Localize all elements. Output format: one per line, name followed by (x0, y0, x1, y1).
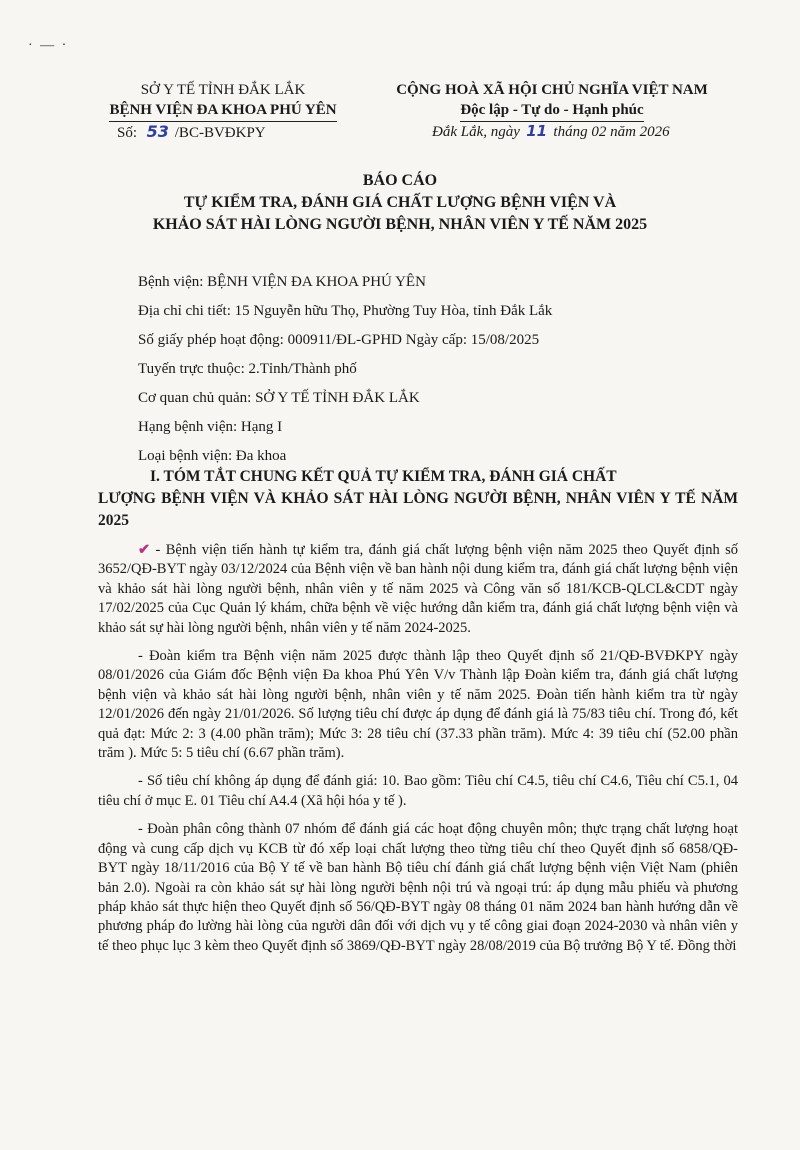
info-address: Địa chỉ chi tiết: 15 Nguyễn hữu Thọ, Phường Tuy Hòa, tỉnh Đắk Lắk (138, 303, 553, 319)
scan-mark: · — · (28, 38, 69, 53)
document-number: Số: 53 /BC-BVĐKPY (117, 122, 266, 141)
title-type: BÁO CÁO (362, 172, 438, 189)
document-title (0, 170, 800, 236)
section-1-heading: I. TÓM TẮT CHUNG KẾT QUẢ TỰ KIỂM TRA, ĐÁNH GIÁ CHẤT LƯỢNG BỆNH VIỆN VÀ KHẢO SÁT HÀI LÒNG NGƯỜI BỆNH, NHÂN VIÊN Y TẾ NĂM 2025 (98, 468, 738, 529)
title-line-2: TỰ KIỂM TRA, ĐÁNH GIÁ CHẤT LƯỢNG BỆNH VIỆN VÀ (183, 194, 617, 211)
info-type: Loại bệnh viện: Đa khoa (138, 448, 287, 464)
paragraph: - Đoàn phân công thành 07 nhóm để đánh giá các hoạt động chuyên môn; thực trạng chất lượng hoạt động và cung cấp dịch vụ KCB từ đó xếp loại chất lượng theo từng tiêu chí theo Quyết định số 6858/QĐ-BYT ngày 18/11/2016 của Bộ Y tế về ban hành Bộ tiêu chí đánh giá chất lượng bệnh viện Việt Nam (phiên bản 2.0). Ngoài ra còn khảo sát sự hài lòng người bệnh nội trú và ngoại trú: áp dụng mẫu phiếu và phương pháp khảo sát thực hiện theo Quyết định số 56/QĐ-BYT ngày 08 tháng 01 năm 2024 ban hành hướng dẫn về phương pháp đo lường hài lòng của người dân đối với dịch vụ y tế công giai đoạn 2024-2030 và nhân viên y tế theo phục lục 3 kèm theo Quyết định số 3869/QĐ-BYT ngày 28/08/2019 của Bộ trưởng Bộ Y tế. Đồng thời (98, 821, 738, 954)
paragraph: ✔ - Bệnh viện tiến hành tự kiểm tra, đánh giá chất lượng bệnh viện năm 2025 theo Quyết định số 3652/QĐ-BYT ngày 03/12/2024 của Bệnh viện về ban hành nội dung kiểm tra, đánh giá chất lượng bệnh viện và khảo sát hài lòng người bệnh, nhân viên y tế năm 2025 và Công văn số 181/KCB-QLCL&CDT ngày 17/02/2025 của Cục Quản lý khám, chữa bệnh về việc hướng dẫn kiểm tra, đánh giá chất lượng bệnh viện và khảo sát sự hài lòng người bệnh, nhân viên y tế năm 2024-2025. (98, 542, 739, 636)
info-rank: Hạng bệnh viện: Hạng I (138, 419, 283, 435)
handwritten-day: 11 (526, 122, 548, 140)
info-license: Số giấy phép hoạt động: 000911/ĐL-GPHD Ngày cấp: 15/08/2025 (138, 332, 540, 348)
national-title: CỘNG HOÀ XÃ HỘI CHỦ NGHĨA VIỆT NAM (396, 82, 708, 98)
paragraph: - Số tiêu chí không áp dụng để đánh giá: 10. Bao gồm: Tiêu chí C4.5, tiêu chí C4.6, Tiêu chí C5.1, 04 tiêu chí ở mục E. 01 Tiêu chí A4.4 (Xã hội hóa y tế ). (98, 773, 738, 809)
handwritten-number: 53 (146, 122, 169, 141)
national-motto-block (372, 80, 732, 122)
issuer-name: BỆNH VIỆN ĐA KHOA PHÚ YÊN (98, 100, 348, 122)
document-header (0, 80, 800, 150)
national-motto: Độc lập - Tự do - Hạnh phúc (372, 100, 732, 122)
info-level: Tuyến trực thuộc: 2.Tỉnh/Thành phố (138, 361, 357, 377)
info-authority: Cơ quan chủ quản: SỞ Y TẾ TỈNH ĐẮK LẮK (138, 390, 420, 406)
hospital-info (138, 272, 738, 475)
document-date: Đắk Lắk, ngày 11 tháng 02 năm 2026 (432, 122, 670, 140)
info-hospital: Bệnh viện: BỆNH VIỆN ĐA KHOA PHÚ YÊN (138, 274, 426, 290)
section-1-body (98, 541, 738, 965)
paragraph: - Đoàn kiểm tra Bệnh viện năm 2025 được thành lập theo Quyết định số 21/QĐ-BVĐKPY ngày 08/01/2026 của Giám đốc Bệnh viện Đa khoa Phú Yên V/v Thành lập Đoàn kiểm tra, đánh giá chất lượng bệnh viện và khảo sát hài lòng người bệnh, nhân viên y tế năm 2025. Đoàn tiến hành kiểm tra từ ngày 12/01/2026 đến ngày 21/01/2026. Số lượng tiêu chí được áp dụng để đánh giá là 75/83 tiêu chí. Trong đó, kết quả đạt: Mức 2: 3 (4.00 phần trăm); Mức 3: 28 tiêu chí (37.33 phần trăm). Mức 4: 39 tiêu chí (52.00 phần trăm ). Mức 5: 5 tiêu chí (6.67 phần trăm). (98, 648, 738, 762)
title-line-3: KHẢO SÁT HÀI LÒNG NGƯỜI BỆNH, NHÂN VIÊN Y TẾ NĂM 2025 (152, 216, 648, 233)
issuer-parent: SỞ Y TẾ TỈNH ĐẮK LẮK (140, 82, 306, 98)
pen-mark-icon: ✔ (138, 542, 151, 558)
issuer-block (98, 80, 348, 122)
